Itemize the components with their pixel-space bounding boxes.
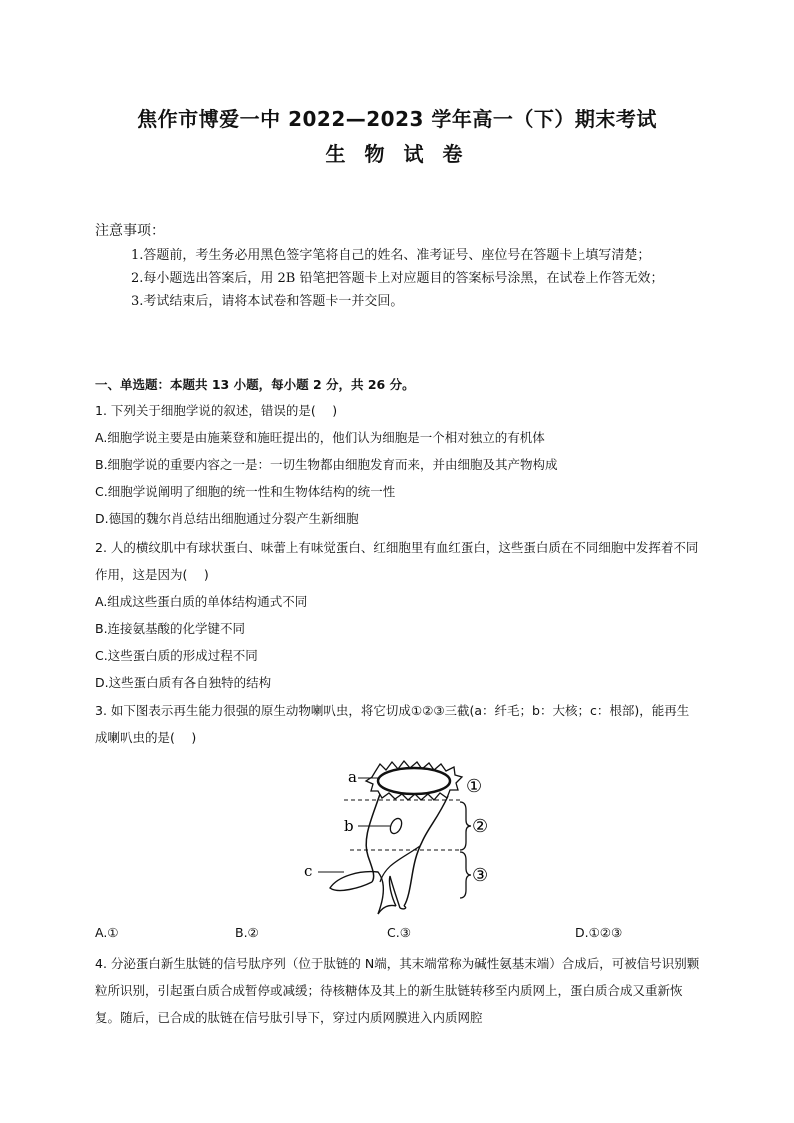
question-stem: 4. 分泌蛋白新生肽链的信号肽序列（位于肽链的 N端，其末端常称为碱性氨基末端）合成后，可被信号识别颗粒所识别，引起蛋白质合成暂停或减缓；待核糖体及其上的新生肽链转移至内质网上，蛋白质合成又重新恢复。随后，已合成的肽链在信号肽引导下，穿过内质网膜进入内质网腔 bbox=[95, 956, 700, 1025]
notes-heading: 注意事项： bbox=[95, 223, 165, 239]
option-d: D.这些蛋白质有各自独特的结构 bbox=[95, 675, 272, 690]
option-c: C.细胞学说阐明了细胞的统一性和生物体结构的统一性 bbox=[95, 484, 396, 499]
brace-3 bbox=[460, 852, 471, 898]
body-left-edge bbox=[366, 794, 380, 882]
oral-cilia bbox=[378, 768, 450, 794]
question-4 bbox=[95, 950, 700, 1031]
notes-item: 3.考试结束后，请将本试卷和答题卡一并交回。 bbox=[131, 294, 404, 309]
section-heading: 一、单选题：本题共 13 小题，每小题 2 分，共 26 分。 bbox=[95, 377, 415, 392]
exam-title: 焦作市博爱一中 2022—2023 学年高一（下）期末考试 bbox=[137, 107, 657, 131]
foot-outline bbox=[330, 872, 406, 914]
exam-subtitle: 生 物 试 卷 bbox=[325, 142, 469, 166]
option-b: B.② bbox=[235, 925, 259, 940]
question-1 bbox=[95, 397, 700, 532]
option-d: D.①②③ bbox=[575, 925, 623, 940]
question-3 bbox=[95, 697, 700, 751]
brace-2 bbox=[460, 802, 471, 850]
question-2 bbox=[95, 534, 700, 696]
label-section-3: ③ bbox=[472, 865, 489, 886]
notes-list bbox=[95, 244, 700, 313]
notes-item: 2.每小题选出答案后，用 2B 铅笔把答题卡上对应题目的答案标号涂黑，在试卷上作答无效； bbox=[131, 271, 664, 286]
option-a: A.组成这些蛋白质的单体结构通式不同 bbox=[95, 594, 308, 609]
nucleus-b bbox=[388, 817, 404, 836]
label-section-1: ① bbox=[466, 776, 483, 797]
question-stem: 2. 人的横纹肌中有球状蛋白、味蕾上有味觉蛋白、红细胞里有血红蛋白，这些蛋白质在不同细胞中发挥着不同作用，这是因为( ) bbox=[95, 540, 699, 582]
option-b: B.细胞学说的重要内容之一是：一切生物都由细胞发育而来，并由细胞及其产物构成 bbox=[95, 457, 558, 472]
question-stem: 1. 下列关于细胞学说的叙述，错误的是( ) bbox=[95, 403, 338, 418]
label-b: b bbox=[344, 817, 354, 835]
notes-item: 1.答题前，考生务必用黑色签字笔将自己的姓名、准考证号、座位号在答题卡上填写清楚； bbox=[131, 248, 651, 263]
option-a: A.细胞学说主要是由施莱登和施旺提出的，他们认为细胞是一个相对独立的有机体 bbox=[95, 430, 545, 445]
option-d: D.德国的魏尔肖总结出细胞通过分裂产生新细胞 bbox=[95, 511, 359, 526]
option-c: C.这些蛋白质的形成过程不同 bbox=[95, 648, 258, 663]
label-c: c bbox=[304, 862, 313, 880]
label-section-2: ② bbox=[472, 816, 489, 837]
question-stem: 3. 如下图表示再生能力很强的原生动物喇叭虫，将它切成①②③三截(a：纤毛；b：大核；c：根部)，能再生成喇叭虫的是( ) bbox=[95, 703, 690, 745]
trumpet-animal-figure bbox=[300, 758, 500, 918]
option-c: C.③ bbox=[387, 925, 411, 940]
body-right-edge bbox=[404, 796, 448, 906]
option-a: A.① bbox=[95, 925, 119, 940]
label-a: a bbox=[348, 768, 357, 786]
option-b: B.连接氨基酸的化学键不同 bbox=[95, 621, 246, 636]
